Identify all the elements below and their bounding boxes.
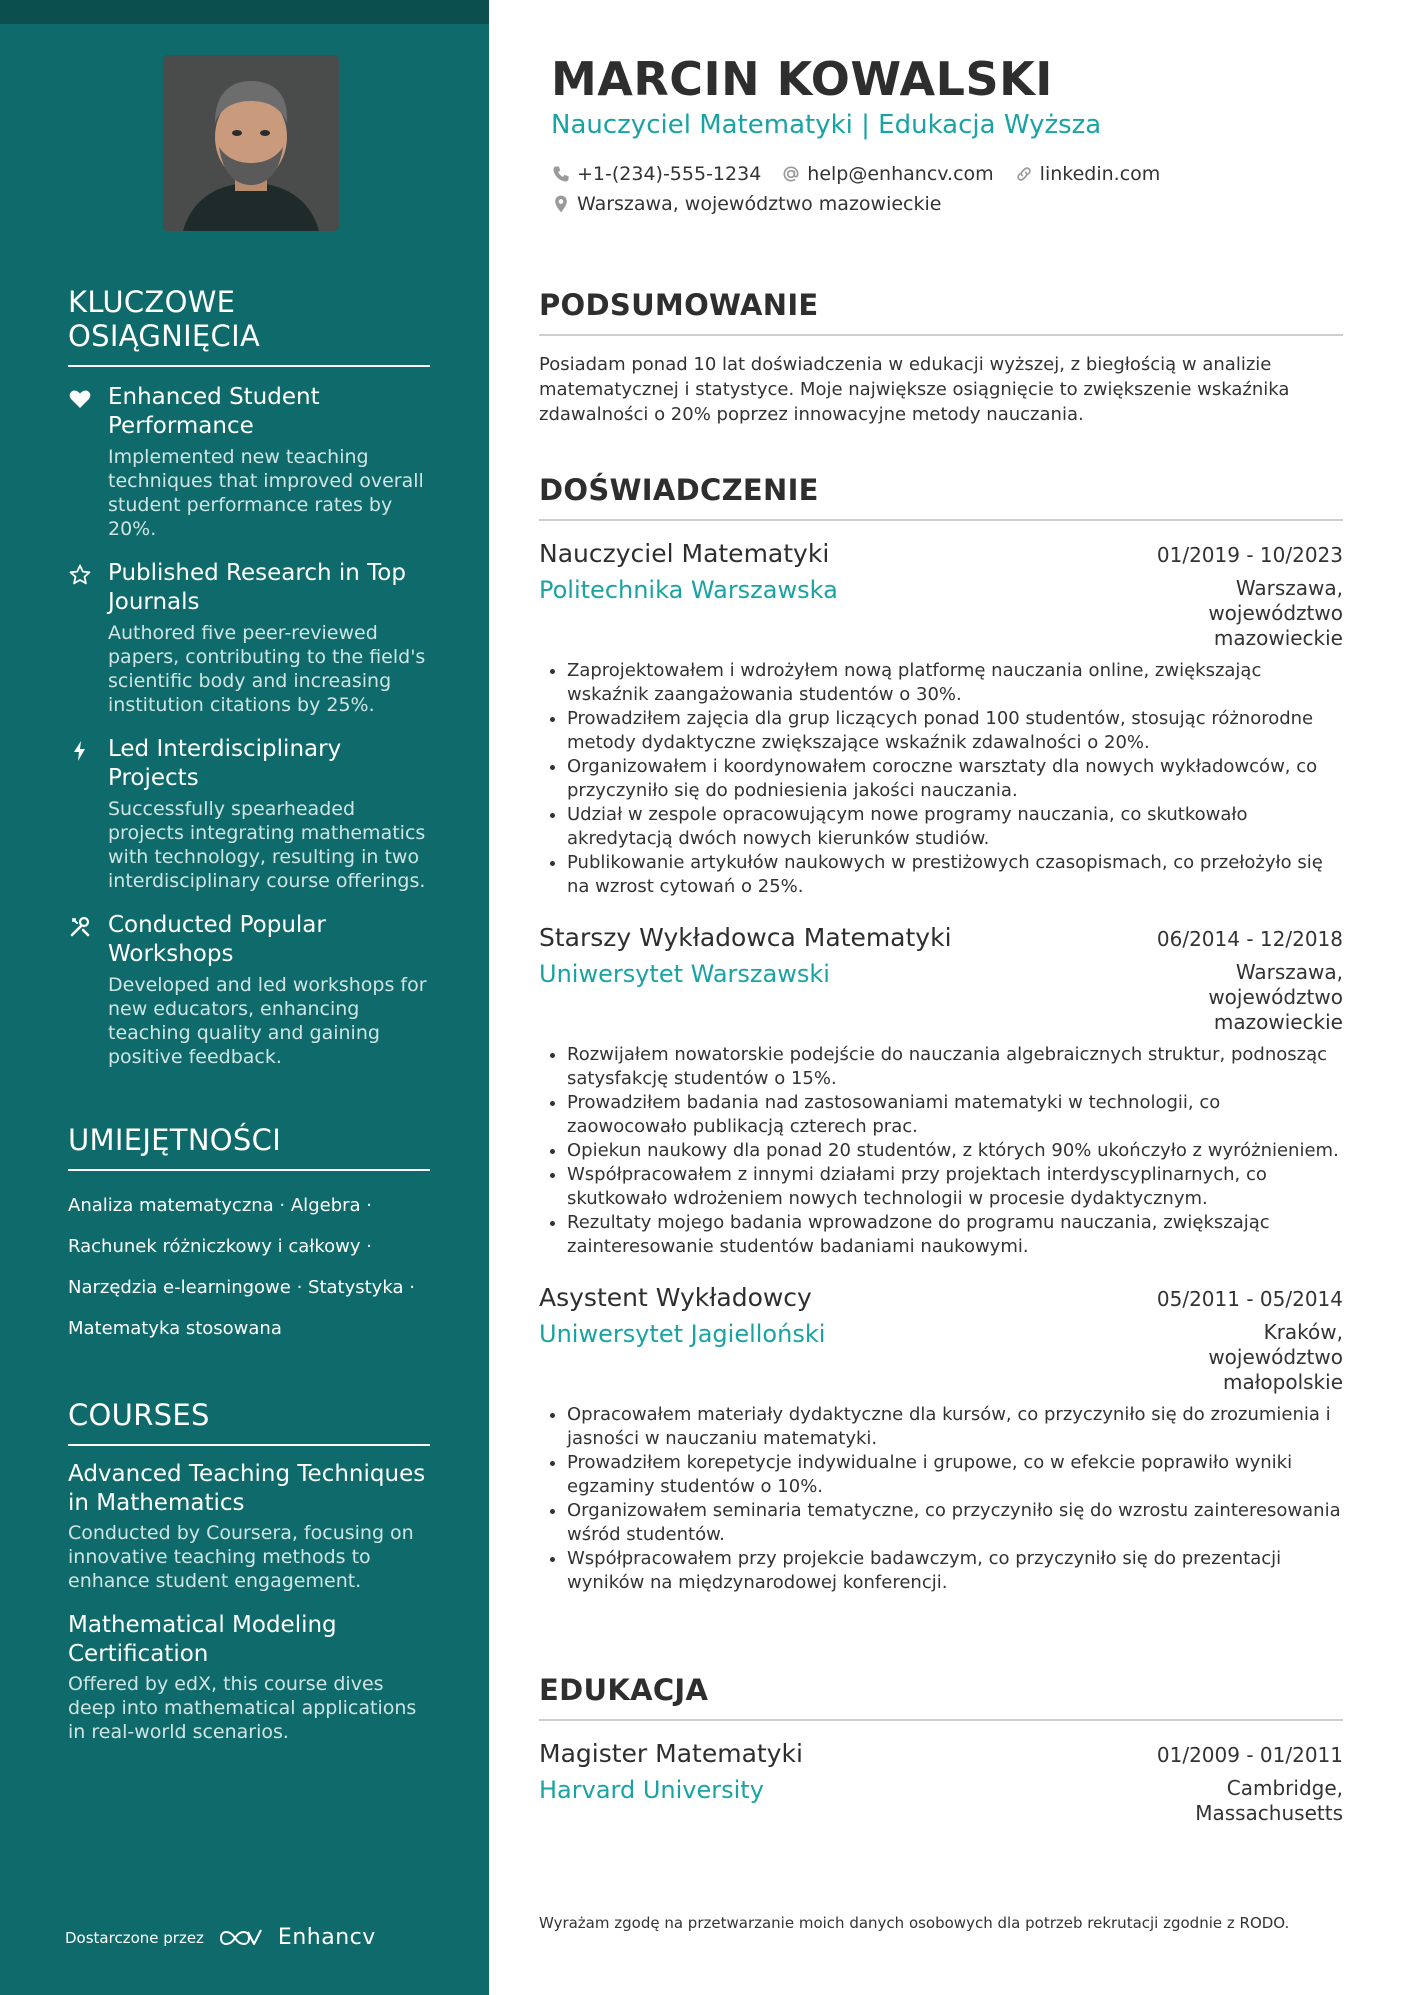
star-icon — [68, 563, 92, 587]
job-title: Nauczyciel Matematyki — [539, 539, 830, 568]
achievement-item — [68, 735, 430, 893]
summary-heading: PODSUMOWANIE — [539, 288, 1343, 336]
achievement-desc: Authored five peer-reviewed papers, contributing to the field's scientific body and increasing institution citations by 25%. — [108, 622, 426, 716]
education-dates: 01/2009 - 01/2011 — [1156, 1743, 1343, 1767]
job-bullet: • Prowadziłem badania nad zastosowaniami matematyki w technologii, co zaowocowało publikacją czterech prac. — [567, 1091, 1343, 1139]
job-entry — [539, 923, 1343, 1259]
achievement-desc: Implemented new teaching techniques that improved overall student performance rates by 20%. — [108, 446, 424, 540]
achievement-item — [68, 559, 430, 717]
job-entry — [539, 539, 1343, 899]
summary-text: Posiadam ponad 10 lat doświadczenia w edukacji wyższej, z biegłością w analizie matematycznej i statystyce. Moje największe osiągnięcie to zwiększenie wskaźnika zdawalności o 20% poprzez innowacyjne metody nauczania. — [539, 354, 1290, 425]
job-dates: 01/2019 - 10/2023 — [1156, 543, 1343, 567]
skills-line: Rachunek różniczkowy i całkowy · — [68, 1236, 372, 1257]
contact-location — [551, 193, 941, 215]
education-location: Cambridge, Massachusetts — [1195, 1776, 1343, 1825]
education-heading: EDUKACJA — [539, 1673, 1343, 1721]
achievements-heading: KLUCZOWE OSIĄGNIĘCIA — [68, 285, 430, 367]
skills-list — [68, 1185, 430, 1349]
job-bullet: • Opracowałem materiały dydaktyczne dla kursów, co przyczyniło się do zrozumienia i jasności w nauczaniu matematyki. — [567, 1403, 1343, 1451]
job-bullet: • Udział w zespole opracowującym nowe programy nauczania, co skutkowało akredytacją dwóch nowych kierunków studiów. — [567, 803, 1343, 851]
link-icon — [1014, 164, 1034, 184]
job-location: Kraków, województwo małopolskie — [1208, 1320, 1343, 1394]
sidebar-top-band — [0, 0, 489, 24]
location-pin-icon — [551, 194, 571, 214]
enhancv-logo-icon — [218, 1926, 264, 1950]
tools-icon — [68, 915, 92, 939]
profile-photo — [163, 55, 339, 231]
heart-icon — [68, 387, 92, 411]
experience-heading: DOŚWIADCZENIE — [539, 473, 1343, 521]
job-company: Politechnika Warszawska — [539, 576, 838, 604]
skills-section — [68, 1123, 430, 1349]
job-bullet: • Współpracowałem z innymi działami przy projektach interdyscyplinarnych, co skutkowało wdrożeniem nowych technologii w procesie dydaktycznym. — [567, 1163, 1343, 1211]
achievement-desc: Developed and led workshops for new educators, enhancing teaching quality and gaining positive feedback. — [108, 974, 427, 1068]
course-item — [68, 1460, 430, 1593]
portrait-image — [163, 55, 339, 231]
job-bullet: • Prowadziłem zajęcia dla grup liczących ponad 100 studentów, stosując różnorodne metody dydaktyczne zwiększające wskaźnik zdawalności o 20%. — [567, 707, 1343, 755]
job-title: Starszy Wykładowca Matematyki — [539, 923, 952, 952]
job-bullet: • Publikowanie artykułów naukowych w prestiżowych czasopismach, co przełożyło się na wzrost cytowań o 25%. — [567, 851, 1343, 899]
job-bullet: • Rozwijałem nowatorskie podejście do nauczania algebraicznych struktur, podnosząc satysfakcję studentów o 15%. — [567, 1043, 1343, 1091]
job-company: Uniwersytet Jagielloński — [539, 1320, 826, 1348]
contact-email[interactable] — [781, 163, 993, 185]
bolt-icon — [68, 739, 92, 763]
achievement-item — [68, 911, 430, 1069]
job-bullet: • Zaprojektowałem i wdrożyłem nową platformę nauczania online, zwiększając wskaźnik zaangażowania studentów o 30%. — [567, 659, 1343, 707]
job-bullets — [539, 1403, 1343, 1595]
job-bullet: • Współpracowałem przy projekcie badawczym, co przyczyniło się do prezentacji wyników na międzynarodowej konferencji. — [567, 1547, 1343, 1595]
achievement-title: Conducted Popular Workshops — [108, 912, 326, 967]
courses-heading: COURSES — [68, 1398, 430, 1446]
consent-note: Wyrażam zgodę na przetwarzanie moich danych osobowych dla potrzeb rekrutacji zgodnie z RODO. — [539, 1914, 1290, 1932]
achievement-title: Led Interdisciplinary Projects — [108, 736, 342, 791]
skills-heading: UMIEJĘTNOŚCI — [68, 1123, 430, 1171]
powered-label: Dostarczone przez — [65, 1928, 204, 1947]
job-entry — [539, 1283, 1343, 1595]
phone-text: +1-(234)-555-1234 — [577, 163, 762, 185]
at-icon — [781, 164, 801, 184]
sidebar — [0, 0, 489, 1995]
course-desc: Conducted by Coursera, focusing on innovative teaching methods to enhance student engagement. — [68, 1522, 414, 1592]
education-school: Harvard University — [539, 1776, 764, 1804]
contact-phone[interactable] — [551, 163, 761, 185]
job-dates: 06/2014 - 12/2018 — [1156, 927, 1343, 951]
job-bullet: • Organizowałem i koordynowałem coroczne warsztaty dla nowych wykładowców, co przyczyniło się do podniesienia jakości nauczania. — [567, 755, 1343, 803]
skills-line: Analiza matematyczna · Algebra · — [68, 1195, 372, 1216]
job-bullet: • Opiekun naukowy dla ponad 20 studentów, z których 90% ukończyło z wyróżnieniem. — [567, 1139, 1343, 1163]
achievement-title: Enhanced Student Performance — [108, 384, 320, 439]
job-location: Warszawa, województwo mazowieckie — [1208, 960, 1343, 1034]
education-section — [539, 1673, 1343, 1826]
education-entry — [539, 1739, 1343, 1826]
job-bullets — [539, 659, 1343, 899]
job-dates: 05/2011 - 05/2014 — [1156, 1287, 1343, 1311]
course-item — [68, 1611, 430, 1744]
achievement-title: Published Research in Top Journals — [108, 560, 406, 615]
powered-brand[interactable]: Enhancv — [277, 1925, 376, 1950]
course-title: Advanced Teaching Techniques in Mathematics — [68, 1461, 426, 1516]
linkedin-text: linkedin.com — [1039, 163, 1161, 185]
course-desc: Offered by edX, this course dives deep into mathematical applications in real-world scenarios. — [68, 1673, 417, 1743]
contact-info — [551, 160, 1160, 220]
courses-section — [68, 1398, 430, 1744]
job-bullet: • Organizowałem seminaria tematyczne, co przyczyniło się do wzrostu zainteresowania wśród studentów. — [567, 1499, 1343, 1547]
achievements-section — [68, 285, 430, 1069]
achievement-item — [68, 383, 430, 541]
candidate-headline: Nauczyciel Matematyki | Edukacja Wyższa — [551, 110, 1102, 140]
email-text: help@enhancv.com — [807, 163, 994, 185]
phone-icon — [551, 164, 571, 184]
course-title: Mathematical Modeling Certification — [68, 1612, 337, 1667]
job-title: Asystent Wykładowcy — [539, 1283, 812, 1312]
experience-section — [539, 473, 1343, 1595]
powered-by — [65, 1925, 376, 1950]
job-company: Uniwersytet Warszawski — [539, 960, 830, 988]
job-bullets — [539, 1043, 1343, 1259]
achievement-desc: Successfully spearheaded projects integrating mathematics with technology, resulting in two interdisciplinary course offerings. — [108, 798, 426, 892]
summary-section — [539, 288, 1343, 427]
skills-line: Matematyka stosowana — [68, 1318, 282, 1339]
job-bullet: • Rezultaty mojego badania wprowadzone do programu nauczania, zwiększając zainteresowanie studentów badaniami naukowymi. — [567, 1211, 1343, 1259]
job-bullet: • Prowadziłem korepetycje indywidualne i grupowe, co w efekcie poprawiło wyniki egzaminy studentów o 10%. — [567, 1451, 1343, 1499]
contact-linkedin[interactable] — [1014, 163, 1161, 185]
skills-line: Narzędzia e-learningowe · Statystyka · — [68, 1277, 415, 1298]
education-degree: Magister Matematyki — [539, 1739, 803, 1768]
job-location: Warszawa, województwo mazowieckie — [1208, 576, 1343, 650]
location-text: Warszawa, województwo mazowieckie — [577, 193, 942, 215]
candidate-name: MARCIN KOWALSKI — [551, 52, 1053, 106]
